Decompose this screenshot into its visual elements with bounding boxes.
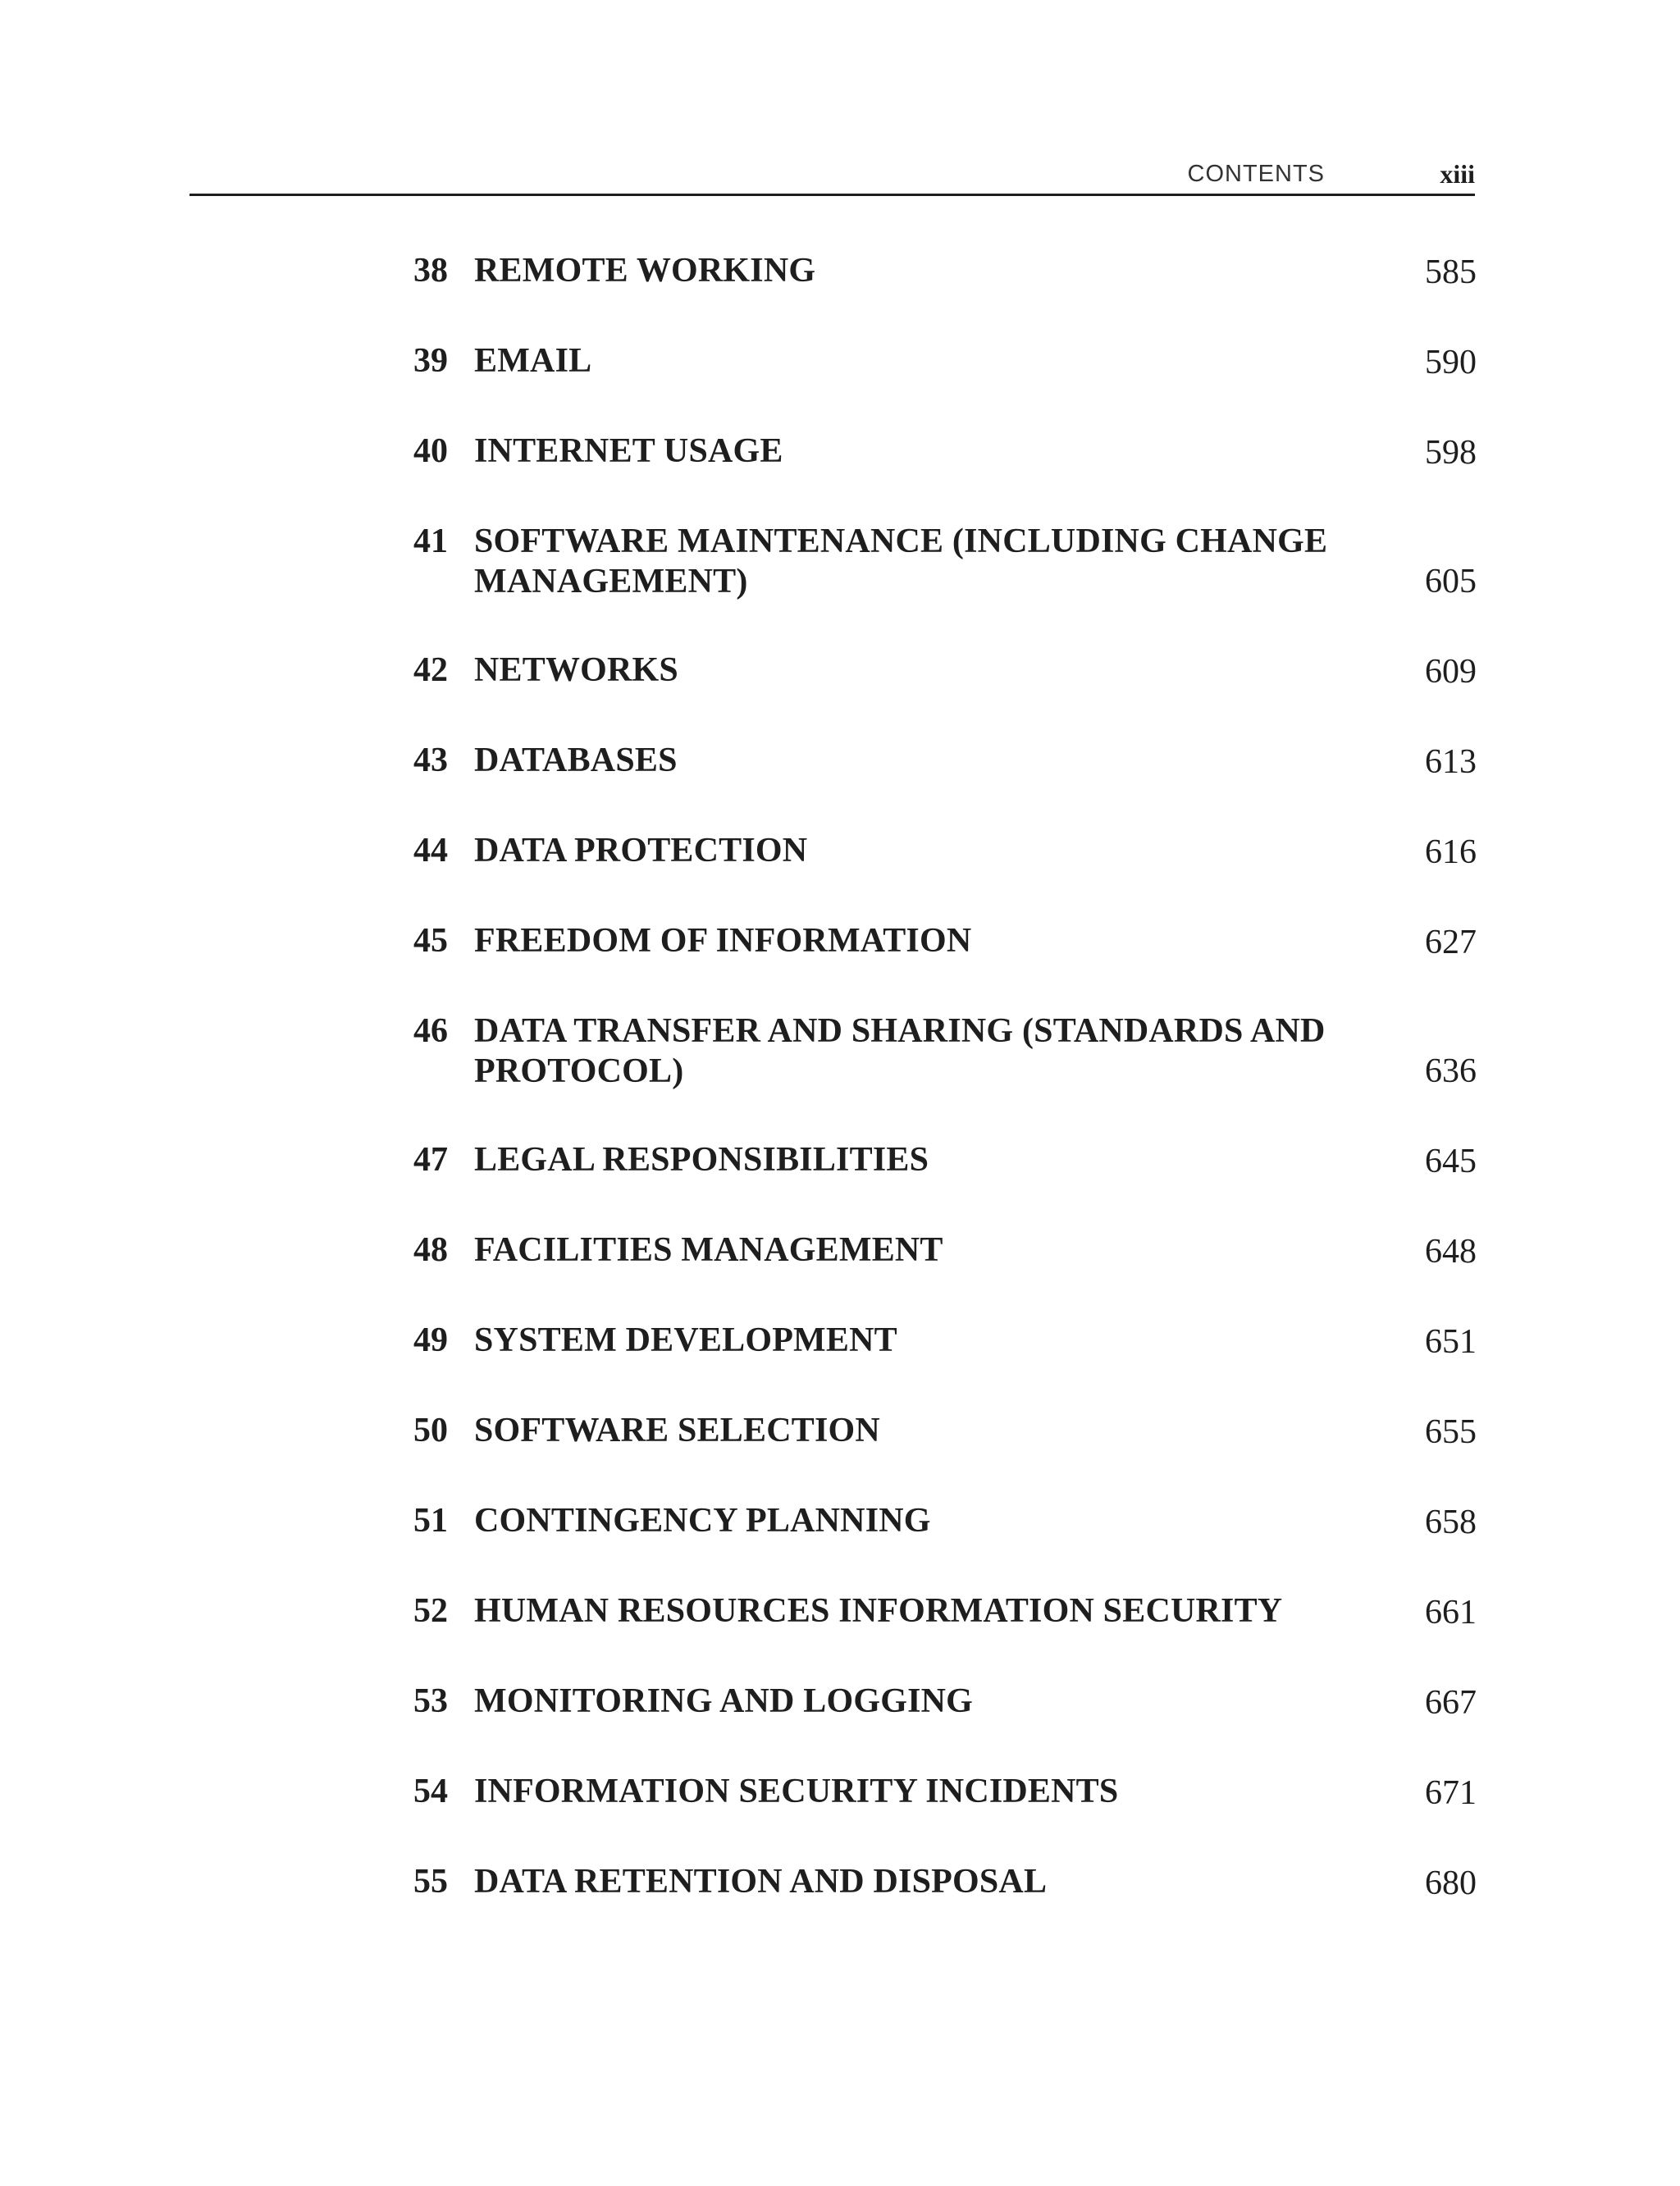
toc-entry[interactable] [402, 341, 1477, 383]
chapter-page: 598 [1425, 434, 1477, 472]
table-of-contents [402, 251, 1477, 1952]
toc-entry[interactable] [402, 1501, 1477, 1543]
running-head [189, 161, 1475, 194]
chapter-number: 48 [413, 1231, 448, 1269]
chapter-number: 43 [413, 742, 448, 779]
chapter-number: 44 [413, 832, 448, 869]
chapter-page: 667 [1425, 1684, 1477, 1722]
chapter-title: REMOTE WORKING [474, 252, 816, 290]
chapter-page: 680 [1425, 1864, 1477, 1902]
chapter-page: 648 [1425, 1233, 1477, 1271]
chapter-number: 55 [413, 1863, 448, 1901]
chapter-page: 655 [1425, 1413, 1477, 1451]
chapter-page: 645 [1425, 1143, 1477, 1180]
chapter-title: DATA TRANSFER AND SHARING (STANDARDS AND PROTOCOL) [474, 1012, 1326, 1090]
chapter-number: 38 [413, 252, 448, 290]
chapter-number: 53 [413, 1682, 448, 1720]
chapter-title: FACILITIES MANAGEMENT [474, 1231, 943, 1269]
toc-entry[interactable] [402, 522, 1477, 602]
toc-entry[interactable] [402, 431, 1477, 473]
chapter-page: 590 [1425, 344, 1477, 381]
chapter-page: 651 [1425, 1323, 1477, 1361]
chapter-title: HUMAN RESOURCES INFORMATION SECURITY [474, 1592, 1283, 1630]
chapter-number: 54 [413, 1773, 448, 1810]
chapter-title: DATA RETENTION AND DISPOSAL [474, 1863, 1048, 1901]
toc-entry[interactable] [402, 1862, 1477, 1904]
chapter-page: 605 [1425, 563, 1477, 600]
chapter-number: 50 [413, 1412, 448, 1449]
toc-entry[interactable] [402, 741, 1477, 783]
chapter-number: 40 [413, 432, 448, 470]
chapter-title: DATA PROTECTION [474, 832, 808, 869]
toc-entry[interactable] [402, 1591, 1477, 1633]
chapter-title: INTERNET USAGE [474, 432, 783, 470]
chapter-page: 658 [1425, 1504, 1477, 1541]
chapter-title: CONTINGENCY PLANNING [474, 1502, 931, 1540]
chapter-title: INFORMATION SECURITY INCIDENTS [474, 1773, 1119, 1810]
chapter-number: 49 [413, 1321, 448, 1359]
chapter-title: FREEDOM OF INFORMATION [474, 922, 972, 960]
chapter-title: NETWORKS [474, 651, 678, 689]
chapter-number: 51 [413, 1502, 448, 1540]
toc-entry[interactable] [402, 1230, 1477, 1272]
chapter-page: 636 [1425, 1052, 1477, 1090]
toc-entry[interactable] [402, 1411, 1477, 1453]
page-number: xiii [1440, 159, 1475, 189]
chapter-page: 585 [1425, 253, 1477, 291]
chapter-page: 661 [1425, 1594, 1477, 1632]
chapter-number: 39 [413, 342, 448, 380]
toc-entry[interactable] [402, 831, 1477, 873]
header-rule [189, 194, 1475, 196]
chapter-page: 627 [1425, 924, 1477, 961]
chapter-number: 45 [413, 922, 448, 960]
chapter-number: 47 [413, 1141, 448, 1179]
chapter-title: DATABASES [474, 742, 678, 779]
chapter-page: 609 [1425, 653, 1477, 691]
chapter-number: 42 [413, 651, 448, 689]
chapter-number: 52 [413, 1592, 448, 1630]
toc-entry[interactable] [402, 1682, 1477, 1723]
chapter-number: 46 [413, 1012, 448, 1050]
chapter-title: MONITORING AND LOGGING [474, 1682, 974, 1720]
chapter-title: LEGAL RESPONSIBILITIES [474, 1141, 929, 1179]
toc-entry[interactable] [402, 251, 1477, 293]
running-head-title: CONTENTS [1187, 161, 1325, 187]
chapter-page: 671 [1425, 1774, 1477, 1812]
toc-entry[interactable] [402, 1772, 1477, 1814]
chapter-page: 613 [1425, 743, 1477, 781]
toc-entry[interactable] [402, 650, 1477, 692]
chapter-title: SYSTEM DEVELOPMENT [474, 1321, 897, 1359]
chapter-title: SOFTWARE SELECTION [474, 1412, 880, 1449]
chapter-page: 616 [1425, 833, 1477, 871]
chapter-title: EMAIL [474, 342, 592, 380]
toc-entry[interactable] [402, 1321, 1477, 1362]
toc-entry[interactable] [402, 921, 1477, 963]
toc-entry[interactable] [402, 1011, 1477, 1092]
toc-entry[interactable] [402, 1140, 1477, 1182]
chapter-number: 41 [413, 523, 448, 560]
chapter-title: SOFTWARE MAINTENANCE (INCLUDING CHANGE MANAGEMENT) [474, 523, 1328, 600]
